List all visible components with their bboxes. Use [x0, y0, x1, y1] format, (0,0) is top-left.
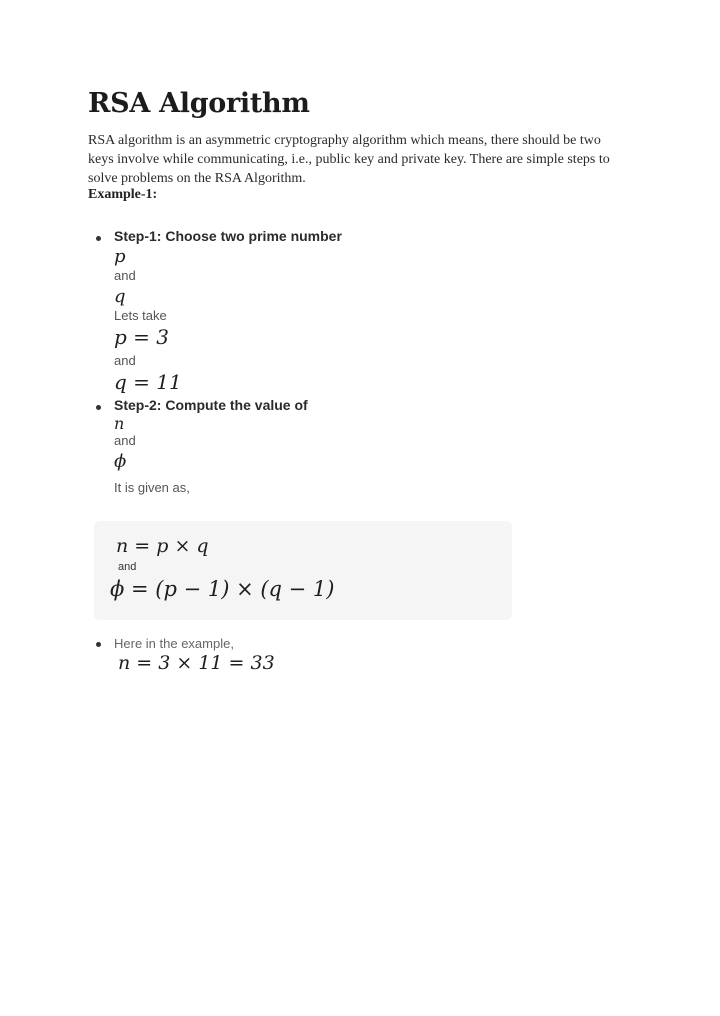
- bullet-step-1: [96, 236, 101, 241]
- step-2-heading: Step-2: Compute the value of: [114, 397, 308, 413]
- formula-block: [94, 521, 512, 620]
- math-var-p: p: [114, 246, 126, 267]
- lets-take-label: Lets take: [114, 308, 167, 323]
- given-label: It is given as,: [114, 480, 190, 495]
- math-var-phi: ϕ: [114, 451, 127, 472]
- math-q-equals: q = 11: [114, 370, 182, 394]
- intro-paragraph: RSA algorithm is an asymmetric cryptography algorithm which means, there should be two keys involve while communicating, i.e., public key and private key. There are simple steps to solve problems on the RSA Algorithm.: [88, 133, 610, 186]
- and-label: and: [114, 433, 136, 448]
- example-text: Here in the example,: [114, 636, 234, 651]
- bullet-step-2: [96, 405, 101, 410]
- and-label: and: [114, 268, 136, 283]
- math-var-q: q: [114, 286, 126, 307]
- and-label: and: [118, 561, 137, 573]
- example-label: Example-1:: [88, 187, 158, 202]
- page-title: RSA Algorithm: [88, 88, 310, 119]
- math-p-equals: p = 3: [114, 325, 169, 349]
- bullet-example: [96, 642, 101, 647]
- math-n-formula: n = p × q: [116, 535, 209, 557]
- math-n-value: n = 3 × 11 = 33: [118, 652, 275, 674]
- math-phi-formula: ϕ = (p − 1) × (q − 1): [110, 577, 335, 601]
- step-1-heading: Step-1: Choose two prime number: [114, 228, 342, 244]
- math-var-n: n: [114, 414, 125, 433]
- and-label: and: [114, 353, 136, 368]
